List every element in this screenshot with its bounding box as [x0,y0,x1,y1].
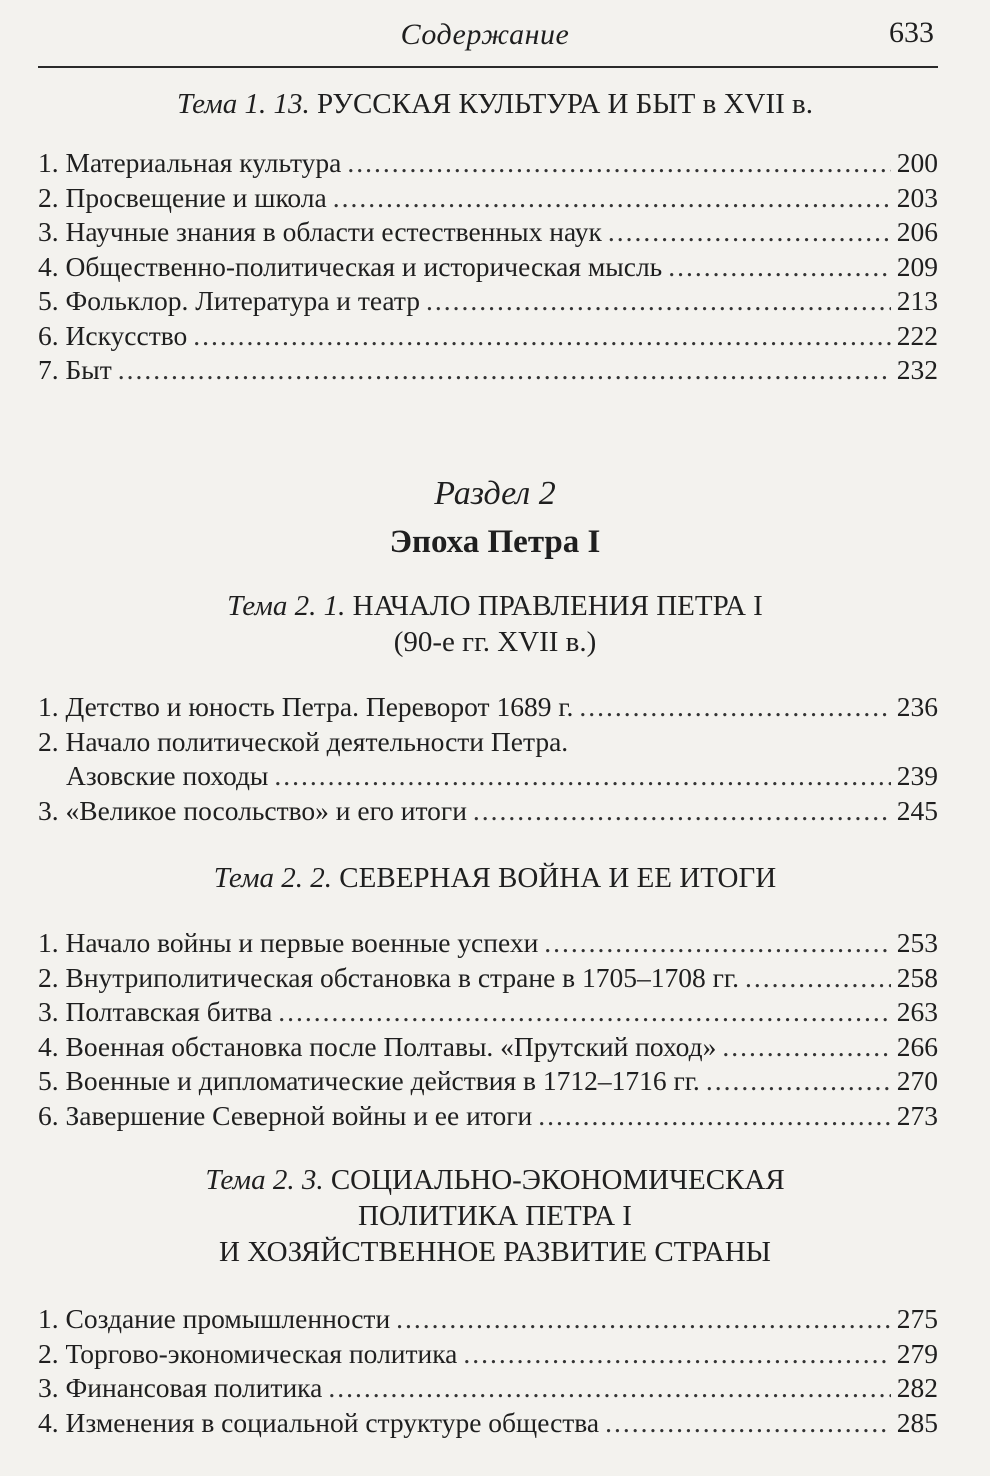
toc-entry-label: 4. Общественно-политическая и историческая мысль [38,250,663,282]
leader-dots [473,794,891,829]
toc-entry-page: 236 [896,691,938,722]
toc-entry[interactable] [38,995,938,1030]
toc-entry-label: 2. Торгово-экономическая политика [38,1337,458,1369]
leader-dots [706,1064,891,1099]
page-number: 633 [889,16,934,49]
toc-entry-page: 222 [896,319,938,351]
leader-dots [328,1371,890,1406]
toc-entry[interactable] [38,250,938,285]
topic-title-line3: И ХОЗЯЙСТВЕННОЕ РАЗВИТИЕ СТРАНЫ [219,1236,771,1268]
toc-entry-page: 253 [896,927,938,958]
topic-title-line2: ПОЛИТИКА ПЕТРА I [358,1200,632,1232]
leader-dots [274,759,890,794]
toc-entry-label: 2. Просвещение и школа [38,181,327,213]
toc-entry-page: 209 [896,250,938,282]
toc-entry[interactable] [38,1064,938,1099]
leader-dots [605,1406,891,1441]
toc-entry-label-cont: Азовские походы [66,760,269,791]
leader-dots [396,1302,891,1337]
toc-entry-page: 266 [896,1030,938,1062]
topic-title: СЕВЕРНАЯ ВОЙНА И ЕЕ ИТОГИ [339,862,777,894]
toc-list-2-3 [38,1302,938,1440]
leader-dots [118,353,891,388]
leader-dots [193,319,890,354]
toc-entry[interactable] [38,926,938,961]
toc-entry[interactable] [38,1030,938,1065]
toc-entry-label: 2. Внутриполитическая обстановка в стране в 1705–1708 гг. [38,961,739,993]
toc-entry[interactable] [38,284,938,319]
topic-title: РУССКАЯ КУЛЬТУРА И БЫТ в XVII в. [317,88,813,120]
toc-entry[interactable] [38,1302,938,1337]
section-title-block [0,524,990,560]
topic-title: НАЧАЛО ПРАВЛЕНИЯ ПЕТРА I [352,590,763,622]
toc-entry-label: 5. Военные и дипломатические действия в 1712–1716 гг. [38,1065,700,1096]
topic-label: Тема 2. 3. [205,1164,324,1196]
toc-entry-page: 206 [896,216,938,247]
toc-entry-page: 270 [896,1065,938,1096]
leader-dots [278,995,890,1030]
toc-entry-label: 5. Фольклор. Литература и театр [38,285,421,316]
toc-entry[interactable] [38,1371,938,1406]
topic-heading-2-1 [0,588,990,660]
toc-entry-label: 3. Финансовая политика [38,1372,323,1403]
toc-entry[interactable] [38,690,938,725]
toc-entry-label: 6. Завершение Северной войны и ее итоги [38,1099,533,1131]
toc-entry-page: 279 [896,1337,938,1369]
toc-list-1-13 [38,146,938,388]
toc-entry-label: 6. Искусство [38,319,188,351]
toc-entry-page: 200 [896,147,938,178]
leader-dots [333,181,891,216]
toc-entry[interactable] [38,353,938,388]
header-rule [38,66,938,68]
topic-label: Тема 2. 1. [227,590,346,622]
toc-entry[interactable] [38,181,938,216]
toc-entry-label: 3. «Великое посольство» и его итоги [38,794,467,826]
toc-entry-page: 232 [896,354,938,385]
leader-dots [426,284,891,319]
toc-entry[interactable] [38,319,938,354]
toc-entry-label: 1. Материальная культура [38,147,342,178]
topic-heading-2-2 [0,860,990,896]
topic-heading-2-3 [0,1162,990,1270]
toc-entry-page: 285 [896,1406,938,1438]
toc-entry[interactable] [38,1099,938,1134]
toc-entry-label: 1. Создание промышленности [38,1303,391,1334]
toc-entry-page: 203 [896,181,938,213]
leader-dots [463,1337,890,1372]
toc-entry[interactable] [38,794,938,829]
topic-subtitle: (90-е гг. XVII в.) [393,626,597,658]
leader-dots [347,146,890,181]
topic-title-line1: СОЦИАЛЬНО-ЭКОНОМИЧЕСКАЯ [330,1164,785,1196]
toc-entry-label: 4. Изменения в социальной структуре общества [38,1406,600,1438]
toc-entry-label: 1. Детство и юность Петра. Переворот 1689 г. [38,691,574,722]
leader-dots [544,926,890,961]
toc-entry-continuation[interactable] [38,759,938,794]
toc-entry-label: 4. Военная обстановка после Полтавы. «Прутский поход» [38,1030,717,1062]
section-heading [0,476,990,512]
toc-entry-page: 263 [896,996,938,1027]
topic-label: Тема 2. 2. [213,862,333,894]
toc-entry-label: 1. Начало войны и первые военные успехи [38,927,539,958]
leader-dots [745,961,891,996]
toc-entry[interactable] [38,725,938,760]
leader-dots [579,690,890,725]
leader-dots [668,250,891,285]
leader-dots [538,1099,891,1134]
toc-entry-label: 7. Быт [38,354,112,385]
toc-entry-label: 3. Полтавская битва [38,996,273,1027]
topic-label: Тема 1. 13. [177,88,310,120]
toc-entry[interactable] [38,146,938,181]
running-title: Содержание [400,18,570,51]
toc-entry[interactable] [38,1406,938,1441]
toc-entry-label: 3. Научные знания в области естественных наук [38,216,602,247]
leader-dots [722,1030,890,1065]
toc-list-2-1 [38,690,938,828]
topic-heading-1-13 [0,86,990,122]
section-label: Раздел 2 [434,475,556,512]
toc-entry[interactable] [38,215,938,250]
toc-entry-page: 245 [896,794,938,826]
toc-entry-page: 213 [896,285,938,316]
section-title: Эпоха Петра I [389,524,601,560]
toc-entry-page: 275 [896,1303,938,1334]
running-header [0,14,990,58]
toc-entry-page: 239 [896,760,938,791]
toc-entry[interactable] [38,961,938,996]
toc-entry-page: 258 [896,961,938,993]
toc-entry[interactable] [38,1337,938,1372]
toc-entry-page: 273 [896,1099,938,1131]
leader-dots [608,215,891,250]
toc-entry-page: 282 [896,1372,938,1403]
toc-list-2-2 [38,926,938,1133]
toc-entry-label: 2. Начало политической деятельности Петра. [38,725,569,757]
